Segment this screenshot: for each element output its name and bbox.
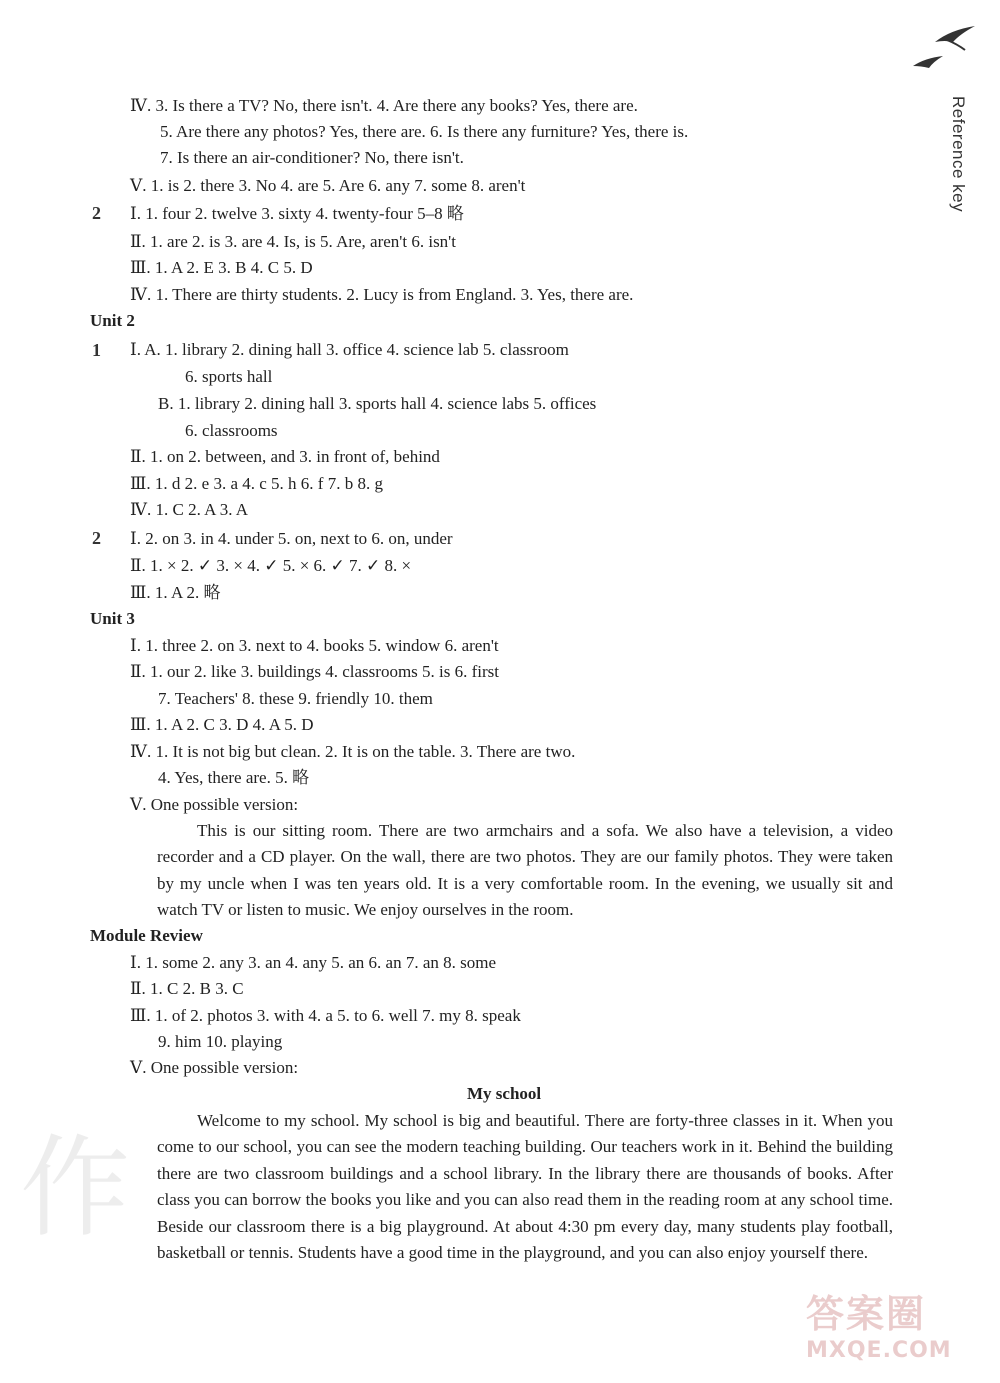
answer-line: Ⅰ. A. 1. library 2. dining hall 3. office 4. science lab 5. classroom — [130, 340, 569, 359]
answer-line: Ⅲ. 1. of 2. photos 3. with 4. a 5. to 6. well 7. my 8. speak — [130, 1006, 521, 1025]
answer-line: Ⅱ. 1. C 2. B 3. C — [130, 979, 244, 998]
answer-line: Ⅱ. 1. our 2. like 3. buildings 4. classrooms 5. is 6. first — [130, 662, 500, 681]
answer-line: 5. Are there any photos? Yes, there are. 6. Is there any furniture? Yes, there is. — [160, 122, 689, 141]
answer-line: Ⅱ. 1. × 2. ✓ 3. × 4. ✓ 5. × 6. ✓ 7. ✓ 8. × — [130, 556, 412, 575]
section-marker: 2 — [92, 528, 101, 548]
unit-heading: Unit 3 — [90, 609, 135, 628]
section-heading: Module Review — [90, 926, 203, 945]
answer-line: Ⅰ. 1. three 2. on 3. next to 4. books 5. window 6. aren't — [130, 636, 499, 655]
answer-line: B. 1. library 2. dining hall 3. sports hall 4. science labs 5. offices — [158, 394, 597, 413]
section-marker: 1 — [92, 340, 101, 360]
answer-line: 9. him 10. playing — [158, 1032, 283, 1051]
answer-line: Ⅳ. 1. C 2. A 3. A — [130, 500, 249, 519]
answer-line: Ⅲ. 1. A 2. C 3. D 4. A 5. D — [130, 715, 314, 734]
answer-line: Ⅲ. 1. A 2. 略 — [130, 583, 221, 602]
answer-line: 6. sports hall — [185, 367, 273, 386]
answer-line: 6. classrooms — [185, 421, 278, 440]
answer-line: Ⅳ. 3. Is there a TV? No, there isn't. 4. Are there any books? Yes, there are. — [130, 96, 638, 115]
watermark-logo: 答案圈 MXQE.COM — [806, 1292, 952, 1363]
essay-title: My school — [467, 1084, 542, 1103]
answer-line: Ⅱ. 1. are 2. is 3. are 4. Is, is 5. Are, aren't 6. isn't — [130, 232, 456, 251]
answer-line: Ⅴ. 1. is 2. there 3. No 4. are 5. Are 6. any 7. some 8. aren't — [130, 176, 526, 195]
answer-line: Ⅰ. 1. four 2. twelve 3. sixty 4. twenty-four 5–8 略 — [130, 204, 464, 223]
answer-line: Ⅲ. 1. d 2. e 3. a 4. c 5. h 6. f 7. b 8. g — [130, 474, 383, 493]
answer-line: 7. Is there an air-conditioner? No, there isn't. — [160, 148, 464, 167]
answer-line: Ⅱ. 1. on 2. between, and 3. in front of, behind — [130, 447, 440, 466]
answer-line: 7. Teachers' 8. these 9. friendly 10. them — [158, 689, 433, 708]
unit-heading: Unit 2 — [90, 311, 135, 330]
side-label: Reference key — [949, 96, 968, 213]
answer-line: Ⅴ. One possible version: — [130, 795, 299, 814]
bird-icon — [905, 20, 985, 75]
essay-paragraph: Welcome to my school. My school is big and beautiful. There are forty-three classes in it. When you come to our school, you can see the modern teaching building. Our teachers work in it. Behind the building there are two classroom buildings and a school library. In the library there are thousands of books. After class you can borrow the books you like and you can also read them in the reading room at any school time. Beside our classroom there is a big playground. At about 4:30 pm every day, many students play football, basketball or tennis. Students have a good time in the playground, and you can also enjoy yourself there. — [157, 1111, 893, 1263]
answer-line: Ⅴ. One possible version: — [130, 1058, 299, 1077]
answer-line: 4. Yes, there are. 5. 略 — [158, 768, 310, 787]
section-marker: 2 — [92, 203, 101, 223]
answer-line: Ⅳ. 1. There are thirty students. 2. Lucy is from England. 3. Yes, there are. — [130, 285, 634, 304]
answer-line: Ⅲ. 1. A 2. E 3. B 4. C 5. D — [130, 258, 313, 277]
answer-line: Ⅰ. 2. on 3. in 4. under 5. on, next to 6. on, under — [130, 529, 453, 548]
watermark-ghost-icon: 作 — [20, 1124, 130, 1252]
essay-paragraph: This is our sitting room. There are two armchairs and a sofa. We also have a television, a video recorder and a CD player. On the wall, there are two photos. They are our family photos. They were taken by my uncle when I was ten years old. It is a very comfortable room. In the evening, we usually sit and watch TV or listen to music. We enjoy ourselves in the room. — [157, 821, 893, 920]
answer-line: Ⅳ. 1. It is not big but clean. 2. It is on the table. 3. There are two. — [130, 742, 576, 761]
answer-line: Ⅰ. 1. some 2. any 3. an 4. any 5. an 6. an 7. an 8. some — [130, 953, 497, 972]
